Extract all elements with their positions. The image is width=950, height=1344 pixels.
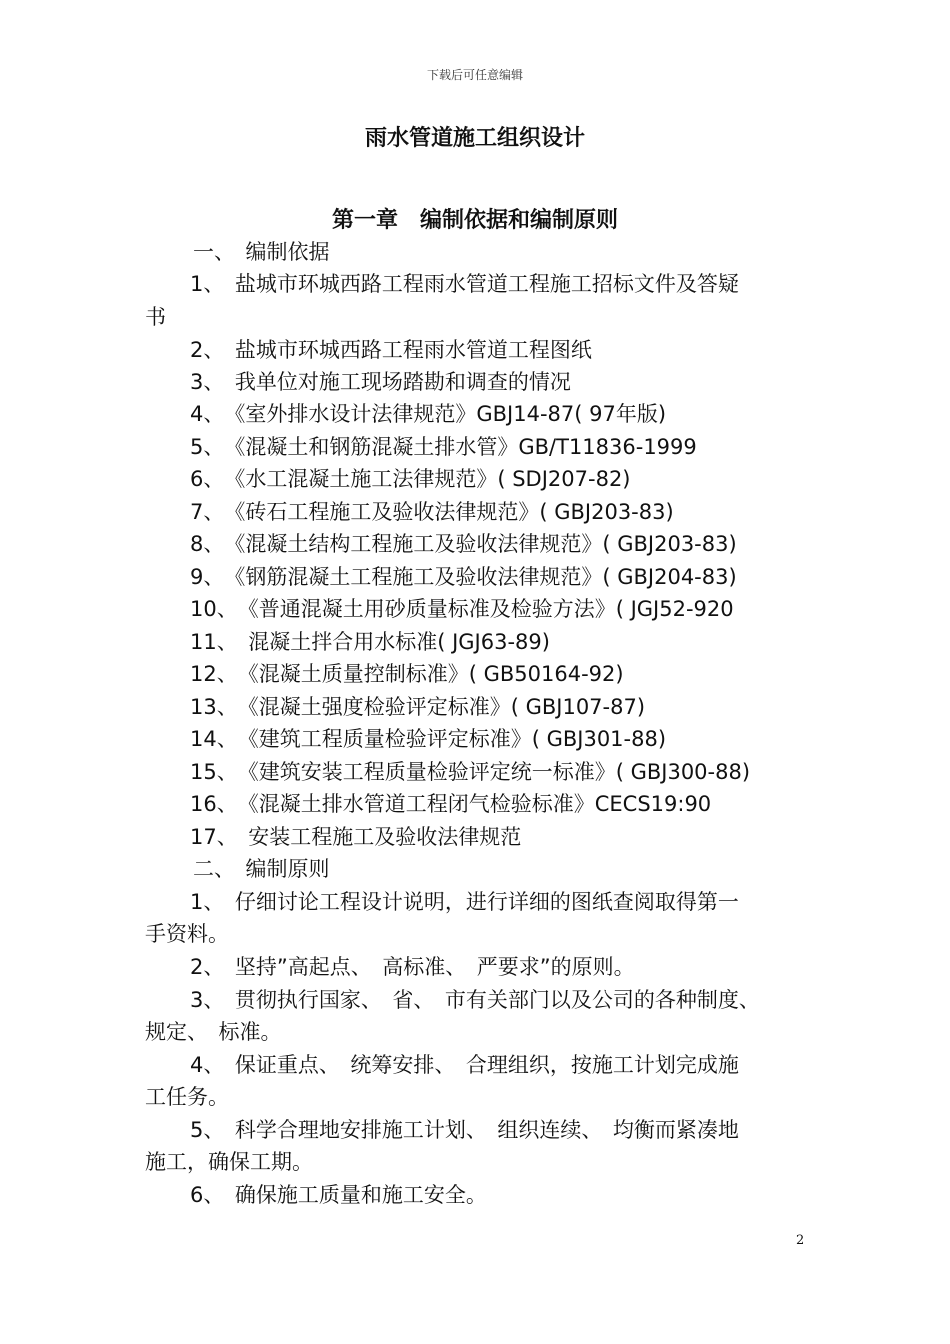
list-item: 13、 《混凝土强度检验评定标准》( GBJ107-87): [190, 695, 646, 719]
document-title: 雨水管道施工组织设计: [364, 126, 585, 151]
list-item-continuation: 施工，确保工期。: [145, 1150, 313, 1174]
list-item: 5、 科学合理地安排施工计划、 组织连续、 均衡而紧凑地: [190, 1118, 739, 1142]
list-item: 4、 保证重点、 统筹安排、 合理组织，按施工计划完成施: [190, 1053, 739, 1077]
list-item: 12、 《混凝土质量控制标准》( GB50164-92): [190, 662, 624, 686]
list-item: 17、 安装工程施工及验收法律规范: [190, 825, 522, 849]
page-header-note: 下载后可任意编辑: [426, 68, 523, 82]
section-heading: 一、 编制依据: [193, 240, 330, 264]
list-item: 6、 确保施工质量和施工安全。: [190, 1183, 487, 1207]
list-item: 4、 《室外排水设计法律规范》GBJ14-87( 97年版): [190, 402, 667, 426]
list-item-continuation: 手资料。: [145, 922, 229, 946]
list-item: 6、 《水工混凝土施工法律规范》( SDJ207-82): [190, 467, 631, 491]
list-item: 14、 《建筑工程质量检验评定标准》( GBJ301-88): [190, 727, 667, 751]
chapter-heading: 第一章 编制依据和编制原则: [331, 208, 618, 233]
list-item: 1、 仔细讨论工程设计说明，进行详细的图纸查阅取得第一: [190, 890, 739, 914]
list-item: 10、 《普通混凝土用砂质量标准及检验方法》( JGJ52-920: [190, 597, 734, 621]
list-item: 1、 盐城市环城西路工程雨水管道工程施工招标文件及答疑: [190, 272, 739, 296]
list-item: 9、 《钢筋混凝土工程施工及验收法律规范》( GBJ204-83): [190, 565, 737, 589]
list-item-continuation: 规定、 标准。: [145, 1020, 282, 1044]
list-item-continuation: 书: [145, 305, 166, 329]
section-heading: 二、 编制原则: [193, 857, 330, 881]
list-item: 3、 我单位对施工现场踏勘和调查的情况: [190, 370, 571, 394]
list-item: 2、 盐城市环城西路工程雨水管道工程图纸: [190, 338, 592, 362]
list-item: 7、 《砖石工程施工及验收法律规范》( GBJ203-83): [190, 500, 674, 524]
list-item: 11、 混凝土拌合用水标准( JGJ63-89): [190, 630, 550, 654]
list-item: 2、 坚持”高起点、 高标准、 严要求”的原则。: [190, 955, 635, 979]
list-item: 8、 《混凝土结构工程施工及验收法律规范》( GBJ203-83): [190, 532, 737, 556]
list-item: 15、 《建筑安装工程质量检验评定统一标准》( GBJ300-88): [190, 760, 751, 784]
list-item: 3、 贯彻执行国家、 省、 市有关部门以及公司的各种制度、: [190, 988, 760, 1012]
page-number: 2: [796, 1233, 805, 1248]
list-item: 16、 《混凝土排水管道工程闭气检验标准》CECS19:90: [190, 792, 712, 816]
list-item: 5、 《混凝土和钢筋混凝土排水管》GB/T11836-1999: [190, 435, 697, 459]
list-item-continuation: 工任务。: [145, 1085, 229, 1109]
